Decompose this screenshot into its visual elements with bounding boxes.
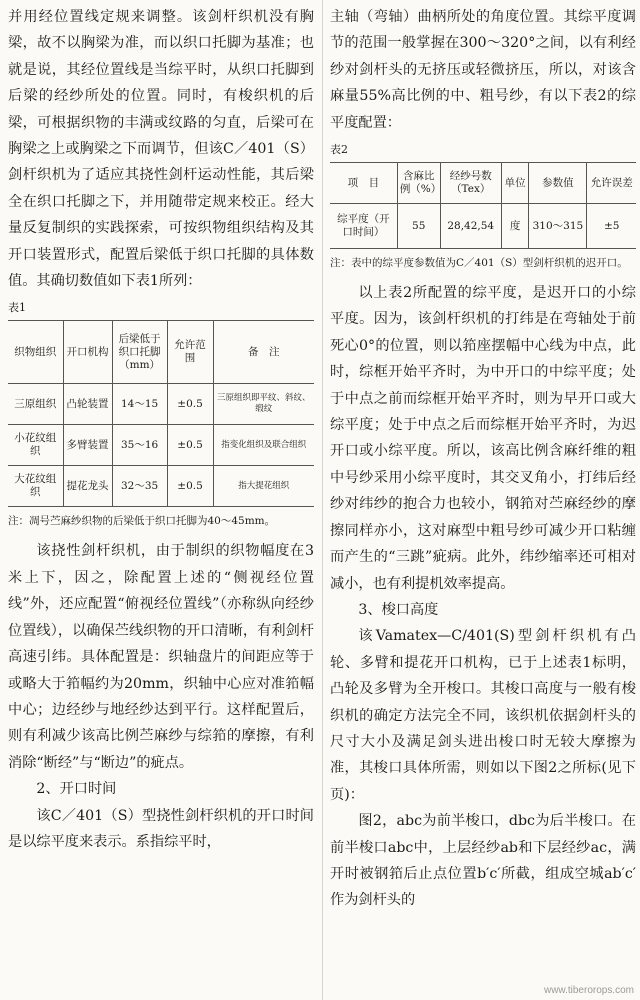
- table-cell: 55: [397, 204, 440, 249]
- left-column: [8, 4, 314, 855]
- table2-header: 单位: [501, 163, 529, 204]
- table-cell: 综平度（开口时间）: [330, 204, 397, 249]
- table-row: [8, 425, 314, 466]
- table-row: [8, 466, 314, 507]
- table-cell: ±0.5: [167, 384, 213, 425]
- table1-header-row: [8, 321, 314, 384]
- right-paragraph-2: 以上表2所配置的综平度，是迟开口的小综平度。因为，该剑杆织机的打纬是在弯轴处于前死心0°的位置，则以筘座摆幅中心线为中点，此时，综框开始平齐时，为中开口的中综平度；处于中点之前而综框开始平齐时，则为早开口或大综平度；处于中点之后而综框开始平齐时，为迟开口或小综平度。所以，该高比例含麻纤维的粗中号纱采用小综平度时，其交叉角小，打纬后经纱对纬纱的抱合力也较小，钢筘对苎麻经纱的摩擦同样亦小，这对麻型中粗号纱可减少开口粘缠而产生的“三跳”疵病。此外，纬纱缩率还可相对减小，也有利提机效率提高。: [330, 285, 636, 592]
- table-cell: ±5: [587, 204, 636, 249]
- table2-header: 含麻比例（%）: [397, 163, 440, 204]
- table-cell: 14～15: [112, 384, 167, 425]
- table1-header: 后梁低于织口托脚（mm）: [112, 321, 167, 384]
- table-cell: 三原组织: [8, 384, 63, 425]
- table-row: [330, 204, 636, 249]
- table-cell: 凸轮装置: [63, 384, 112, 425]
- table1-header: 备 注: [213, 321, 314, 384]
- column-divider: [322, 0, 323, 1000]
- table-cell: 提花龙头: [63, 466, 112, 507]
- table1: [8, 320, 314, 507]
- table-cell: 310～315: [529, 204, 587, 249]
- right-paragraph-4: 图2，abc为前半梭口，dbc为后半梭口。在前半梭口abc中，上层经纱ab和下层经纱ac，满开时被钢筘后止点位置b′c′所截，组成空城ab′c′作为剑杆头的: [330, 813, 636, 909]
- right-column: [330, 4, 636, 914]
- table-cell: ±0.5: [167, 425, 213, 466]
- table-cell: 指大提花组织: [213, 466, 314, 507]
- table-cell: 多臂装置: [63, 425, 112, 466]
- watermark: www.tiberorops.com: [543, 985, 634, 996]
- left-paragraph-2: 该挠性剑杆织机，由于制织的织物幅度在3米上下，因之，除配置上述的“侧视经位置线”外，还应配置“俯视经位置线”（亦称纵向经纱位置线），以确保苎线织物的开口清晰，有利剑杆高速引纬。具体配置是：织轴盘片的间距应等于或略大于筘幅约为20mm，织轴中心应对准筘幅中心；边经纱与地经纱达到平行。这样配置后，则有利减少该高比例苎麻纱与综筘的摩擦，有利消除“断经”与“断边”的疵点。: [8, 543, 314, 771]
- table-cell: 32～35: [112, 466, 167, 507]
- section-2-title: 2、开口时间: [36, 781, 117, 798]
- table2-note: 注：表中的综平度参数值为C／401（S）型剑杆织机的迟开口。: [330, 257, 628, 270]
- table2-caption: 表2: [330, 143, 348, 157]
- table2-header: 项 目: [330, 163, 397, 204]
- right-paragraph-3: 该Vamatex—C/401(S)型剑杆织机有凸轮、多臂和提花开口机构，已于上述表1标明，凸轮及多臂为全开梭口。其梭口高度与一般有梭织机的确定方法完全不同，该织机依据剑杆头的尺寸大小及满足剑头进出梭口时无较大摩擦为准，其梭口具体所需，则如以下图2之所标(见下页)：: [330, 628, 636, 803]
- table2-header: 参数值: [529, 163, 587, 204]
- table-cell: 28,42,54: [440, 204, 501, 249]
- right-paragraph-1: 主轴（弯轴）曲柄所处的角度位置。其综平度调节的范围一般掌握在300～320°之间，以有利经纱对剑杆头的无挤压或轻微挤压，所以，对该含麻量55%高比例的中、粗号纱，有以下表2的综平度配置：: [330, 9, 636, 131]
- table-cell: 指变化组织及联合组织: [213, 425, 314, 466]
- table-row: [8, 384, 314, 425]
- table-cell: 小花纹组织: [8, 425, 63, 466]
- table1-header: 开口机构: [63, 321, 112, 384]
- table2: [330, 162, 636, 249]
- table-cell: 35～16: [112, 425, 167, 466]
- table1-caption: 表1: [8, 301, 26, 315]
- left-paragraph-3: 该C／401（S）型挠性剑杆织机的开口时间是以综平度来表示。系指综平时，: [8, 807, 314, 850]
- table2-header: 允许误差: [587, 163, 636, 204]
- table2-header: 经纱号数（Tex）: [440, 163, 501, 204]
- table1-header: 允许范围: [167, 321, 213, 384]
- table-cell: 度: [501, 204, 529, 249]
- left-paragraph-1: 并用经位置线定规来调整。该剑杆织机没有胸梁，故不以胸梁为准，而以织口托脚为基准；也就是说，其经位置线是当综平时，从织口托脚到后梁的经纱所处的位置。同时，有梭织机的后梁，可根据织物的丰满或纹路的匀直，后梁可在胸梁之上或胸梁之下而调节，但该C／401（S）剑杆织机为了适应其挠性剑杆运动性能，其后梁全在织口托脚之下，并用随带定规来校正。经大量反复制织的实践探索，可按织物组织结构及其开口装置形式，配置后梁低于织口托脚的具体数值。其确切数值如下表1所列：: [8, 9, 314, 290]
- section-3-title: 3、梭口高度: [358, 601, 439, 618]
- table-cell: ±0.5: [167, 466, 213, 507]
- table1-note: 注：凋号苎麻纱织物的后梁低于织口托脚为40～45mm。: [8, 515, 276, 528]
- table-cell: 三原组织即平纹、斜纹、缎纹: [213, 384, 314, 425]
- table-cell: 大花纹组织: [8, 466, 63, 507]
- table1-header: 织物组织: [8, 321, 63, 384]
- table2-header-row: [330, 163, 636, 204]
